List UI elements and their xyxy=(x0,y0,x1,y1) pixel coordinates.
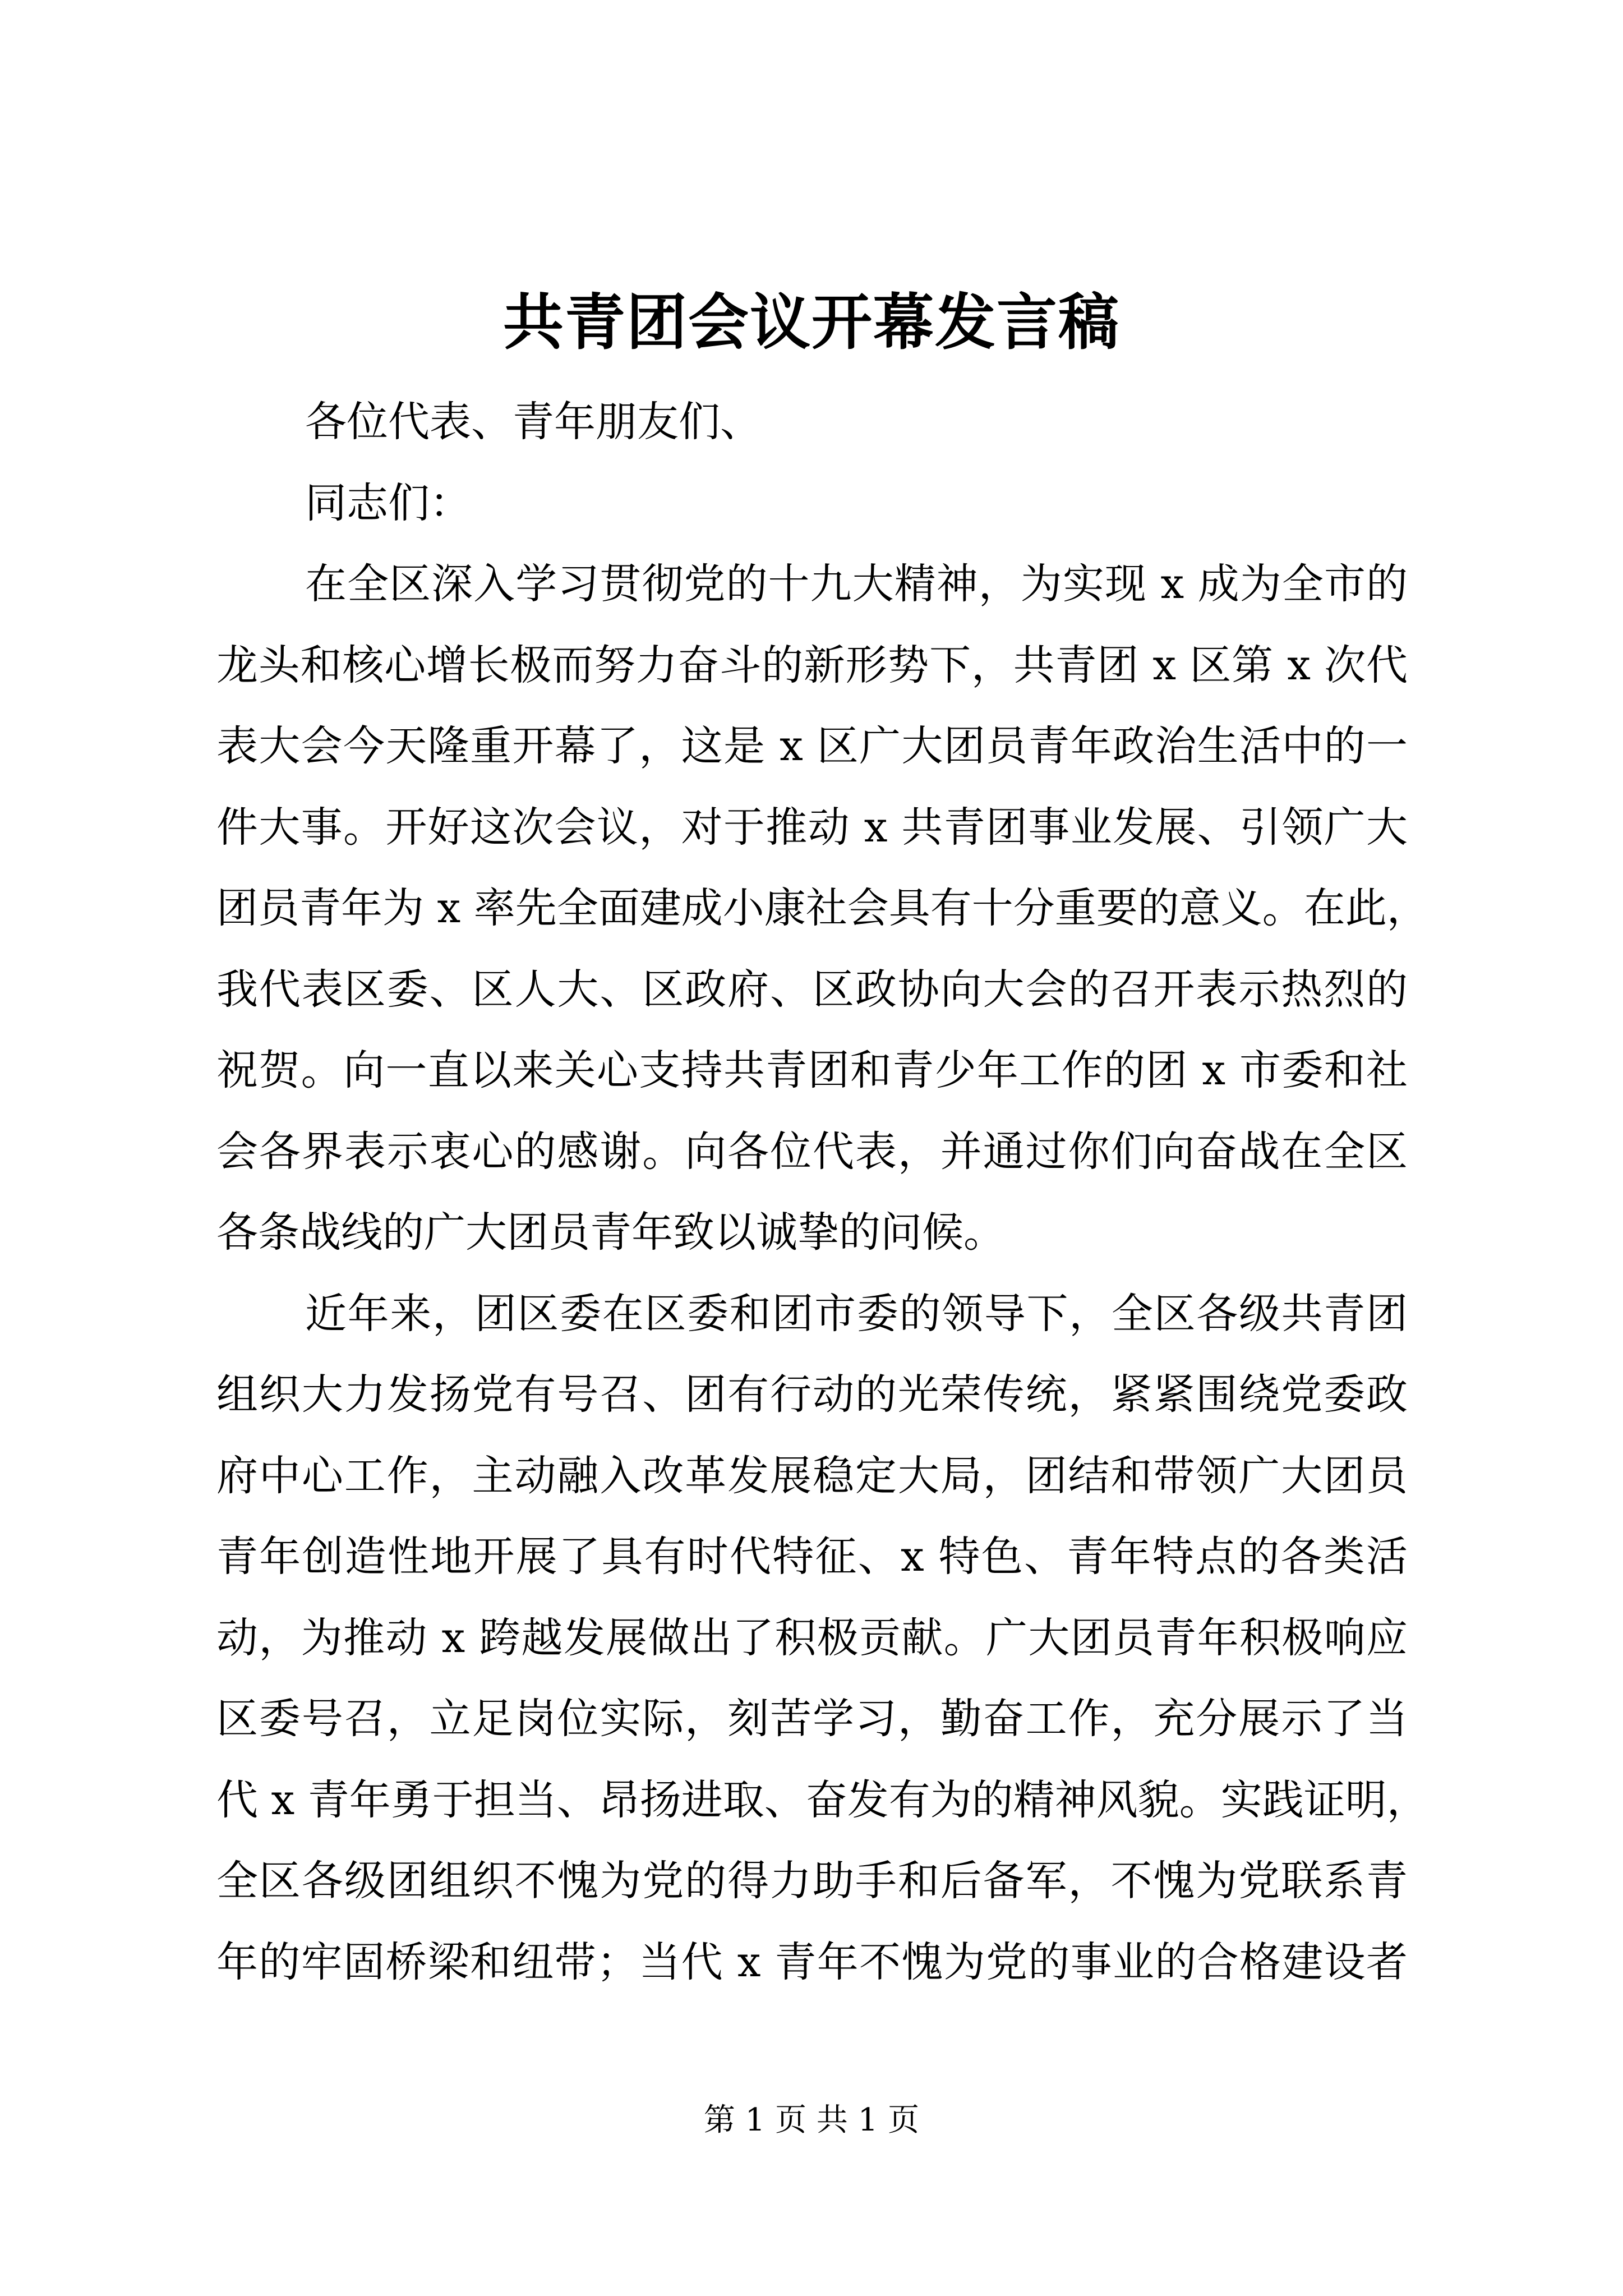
document-body xyxy=(216,381,1428,2003)
body-line: 龙头和核心增长极而努力奋斗的新形势下，共青团 x 区第 x 次代 xyxy=(216,641,1408,689)
body-line: 区委号召，立足岗位实际，刻苦学习，勤奋工作，充分展示了当 xyxy=(216,1695,1408,1743)
body-line: 在全区深入学习贯彻党的十九大精神，为实现 x 成为全市的 xyxy=(305,560,1408,608)
page-footer: 第 1 页 共 1 页 xyxy=(703,2102,920,2138)
body-line: 件大事。开好这次会议，对于推动 x 共青团事业发展、引领广大 xyxy=(216,803,1408,852)
body-line: 近年来，团区委在区委和团市委的领导下，全区各级共青团 xyxy=(305,1289,1408,1338)
body-line: 年的牢固桥梁和纽带；当代 x 青年不愧为党的事业的合格建设者 xyxy=(216,1938,1408,1986)
body-line: 各位代表、青年朋友们、 xyxy=(305,398,762,446)
body-line: 动，为推动 x 跨越发展做出了积极贡献。广大团员青年积极响应 xyxy=(216,1613,1408,1662)
body-line: 表大会今天隆重开幕了，这是 x 区广大团员青年政治生活中的一 xyxy=(216,722,1408,770)
body-line: 全区各级团组织不愧为党的得力助手和后备军，不愧为党联系青 xyxy=(216,1857,1408,1905)
body-line: 我代表区委、区人大、区政府、区政协向大会的召开表示热烈的 xyxy=(216,965,1408,1014)
body-line: 青年创造性地开展了具有时代特征、x 特色、青年特点的各类活 xyxy=(216,1533,1408,1581)
body-line: 代 x 青年勇于担当、昂扬进取、奋发有为的精神风貌。实践证明， xyxy=(216,1775,1428,1824)
body-line: 组织大力发扬党有号召、团有行动的光荣传统，紧紧围绕党委政 xyxy=(216,1370,1408,1419)
body-line: 会各界表示衷心的感谢。向各位代表，并通过你们向奋战在全区 xyxy=(216,1127,1408,1176)
body-line: 同志们： xyxy=(305,478,471,527)
body-line: 祝贺。向一直以来关心支持共青团和青少年工作的团 x 市委和社 xyxy=(216,1046,1408,1094)
body-line: 各条战线的广大团员青年致以诚挚的问候。 xyxy=(216,1208,1005,1257)
body-line: 府中心工作，主动融入改革发展稳定大局，团结和带领广大团员 xyxy=(216,1451,1408,1500)
body-line: 团员青年为 x 率先全面建成小康社会具有十分重要的意义。在此， xyxy=(216,884,1428,932)
document-title: 共青团会议开幕发言稿 xyxy=(502,287,1120,358)
